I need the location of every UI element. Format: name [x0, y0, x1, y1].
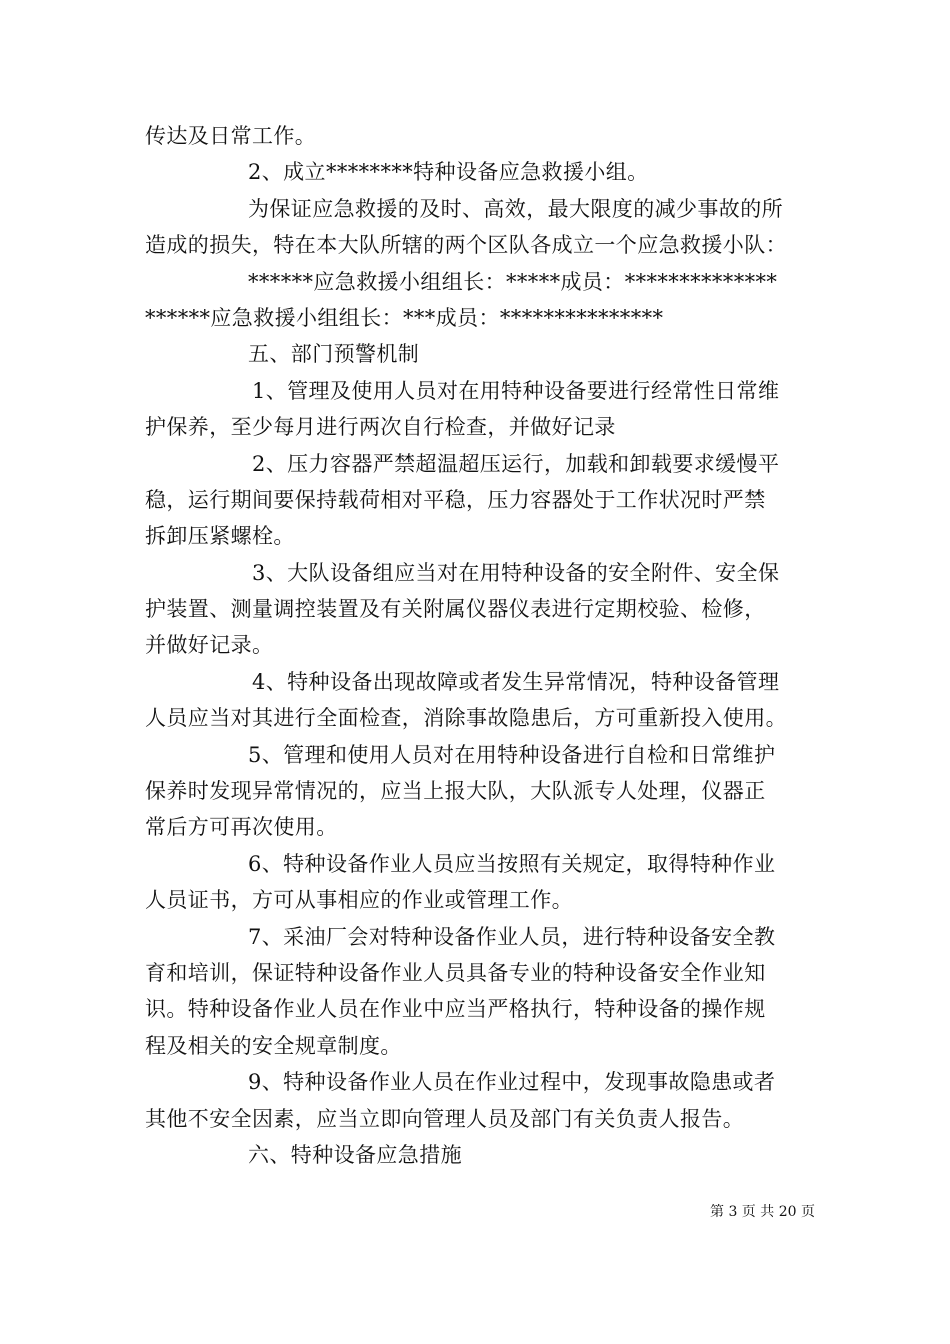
text-line: 7、采油厂会对特种设备作业人员，进行特种设备安全教	[248, 924, 776, 949]
section-heading: 六、特种设备应急措施	[248, 1142, 462, 1167]
text-line: 6、特种设备作业人员应当按照有关规定，取得特种作业	[248, 851, 776, 876]
text-line: 4、特种设备出现故障或者发生异常情况，特种设备管理	[252, 669, 780, 694]
text-line: 护保养，至少每月进行两次自行检查，并做好记录	[145, 415, 616, 440]
page-number-footer: 第 3 页 共 20 页	[710, 1204, 815, 1220]
heading-line: 2、成立********特种设备应急救援小组。	[248, 160, 649, 185]
text-line: 为保证应急救援的及时、高效，最大限度的减少事故的所	[248, 196, 783, 221]
text-line: 稳，运行期间要保持载荷相对平稳，压力容器处于工作状况时严禁	[145, 487, 766, 512]
text-line: 1、管理及使用人员对在用特种设备要进行经常性日常维	[252, 378, 780, 403]
text-line: 传达及日常工作。	[145, 124, 317, 148]
section-heading: 五、部门预警机制	[248, 342, 420, 367]
text-line: 9、特种设备作业人员在作业过程中，发现事故隐患或者	[248, 1070, 776, 1095]
text-line: 育和培训，保证特种设备作业人员具备专业的特种设备安全作业知	[145, 960, 766, 985]
text-line: 3、大队设备组应当对在用特种设备的安全附件、安全保	[252, 560, 780, 585]
text-line: 其他不安全因素，应当立即向管理人员及部门有关负责人报告。	[145, 1106, 745, 1131]
text-line: 保养时发现异常情况的，应当上报大队，大队派专人处理，仪器正	[145, 779, 766, 804]
text-line: 常后方可再次使用。	[145, 815, 338, 840]
text-line: 识。特种设备作业人员在作业中应当严格执行，特种设备的操作规	[145, 997, 766, 1022]
body-text	[145, 118, 807, 1173]
text-line: 程及相关的安全规章制度。	[145, 1033, 402, 1058]
text-line: 人员应当对其进行全面检查，消除事故隐患后，方可重新投入使用。	[145, 706, 787, 731]
text-line: 造成的损失，特在本大队所辖的两个区队各成立一个应急救援小队：	[145, 233, 787, 258]
text-line: 并做好记录。	[145, 633, 274, 658]
text-line: ******应急救援小组组长：*****成员：**************	[248, 269, 778, 294]
text-line: 5、管理和使用人员对在用特种设备进行自检和日常维护	[248, 742, 776, 767]
text-line: ******应急救援小组组长：***成员：***************	[145, 305, 664, 330]
text-line: 人员证书，方可从事相应的作业或管理工作。	[145, 888, 573, 913]
text-line: 护装置、测量调控装置及有关附属仪器仪表进行定期校验、检修，	[145, 597, 766, 622]
text-line: 拆卸压紧螺栓。	[145, 524, 295, 549]
text-line: 2、压力容器严禁超温超压运行，加载和卸载要求缓慢平	[252, 451, 780, 476]
